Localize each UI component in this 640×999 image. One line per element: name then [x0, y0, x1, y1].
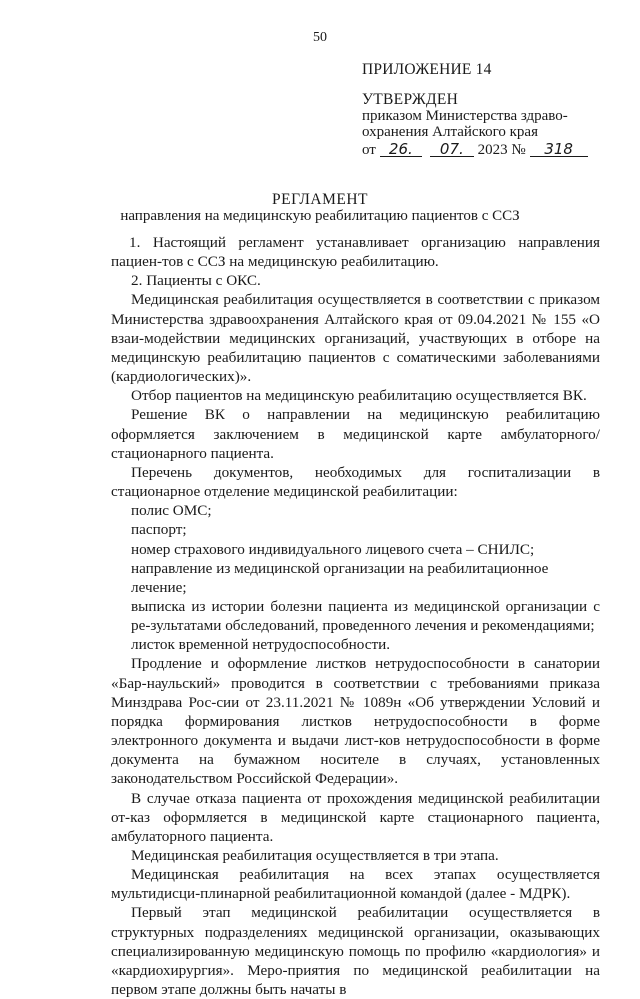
document-body [111, 233, 600, 999]
paragraph-11: Первый этап медицинской реабилитации осуществляется в структурных подразделениях медицинской организации, оказывающих специализированную медицинскую помощь по профилю «кардиология» и «кардиохирургия». Меро-приятия по медицинской реабилитации на первом этапе должны быть начаты в [111, 904, 600, 999]
handwritten-date-day: 26. [380, 142, 422, 157]
paragraph-7: Продление и оформление листков нетрудоспособности в санатории «Бар-наульский» проводится в соответствии с требованиями приказа Минздрава Рос-сии от 23.11.2021 № 1089н «Об утверждении Условий и порядка формирования листков нетрудоспособности в форме электронного документа и выдачи лист-ков нетрудоспособности в форме документа на бумажном носителе в случаях, установленных законодательством Российской Федерации». [111, 655, 600, 788]
page-number: 50 [313, 30, 327, 45]
list-item-6: листок временной нетрудоспособности. [131, 636, 391, 654]
paragraph-10: Медицинская реабилитация на всех этапах осуществляется мультидисци-плинарной реабилитационной командой (далее - МДРК). [111, 866, 600, 903]
order-year-number-label: 2023 № [477, 142, 526, 158]
order-date-line [362, 142, 622, 158]
paragraph-1: 1. Настоящий регламент устанавливает организацию направления пациен-тов с ССЗ на медицинскую реабилитацию. [111, 234, 600, 271]
order-issuer-line-1: приказом Министерства здраво- [362, 108, 568, 124]
document-title: РЕГЛАМЕНТ [271, 191, 368, 208]
list-item-4: направление из медицинской организации на реабилитационное лечение; [131, 559, 549, 596]
paragraph-5: Решение ВК о направлении на медицинскую реабилитацию оформляется заключением в медицинской карте амбулаторного/стационарного пациента. [111, 406, 600, 462]
paragraph-8: В случае отказа пациента от прохождения медицинской реабилитации от-каз оформляется в медицинской карте стационарного пациента, амбулаторного пациента. [111, 789, 600, 845]
paragraph-9: Медицинская реабилитация осуществляется в три этапа. [131, 847, 499, 864]
document-subtitle: направления на медицинскую реабилитацию пациентов с ССЗ [120, 208, 520, 224]
paragraph-2: 2. Пациенты с ОКС. [131, 272, 261, 290]
handwritten-date-month: 07. [430, 142, 474, 157]
document-title-block [0, 191, 640, 225]
paragraph-6: Перечень документов, необходимых для госпитализации в стационарное отделение медицинской реабилитации: [111, 463, 600, 501]
approval-stamp-block [362, 62, 622, 158]
paragraph-4: Отбор пациентов на медицинскую реабилитацию осуществляется ВК. [131, 387, 587, 405]
order-issuer-line-2: охранения Алтайского края [362, 124, 538, 140]
approved-label: УТВЕРЖДЕН [362, 91, 459, 108]
handwritten-order-number: 318 [530, 142, 588, 157]
date-prefix: от [362, 142, 376, 158]
list-item-1: полис ОМС; [131, 502, 212, 520]
list-item-5: выписка из истории болезни пациента из медицинской организации с ре-зультатами обследований, проведенного лечения и рекомендациями; [131, 597, 600, 635]
paragraph-3: Медицинская реабилитация осуществляется в соответствии с приказом Министерства здравоохранения Алтайского края от 09.04.2021 № 155 «О взаи-модействии медицинских организаций, участвующих в отборе на медицинскую реабилитацию пациентов с соматическими заболеваниями (кардиологических)». [111, 291, 600, 386]
appendix-label: ПРИЛОЖЕНИЕ 14 [362, 61, 492, 78]
list-item-3: номер страхового индивидуального лицевого счета – СНИЛС; [131, 540, 535, 558]
list-item-2: паспорт; [131, 521, 187, 539]
